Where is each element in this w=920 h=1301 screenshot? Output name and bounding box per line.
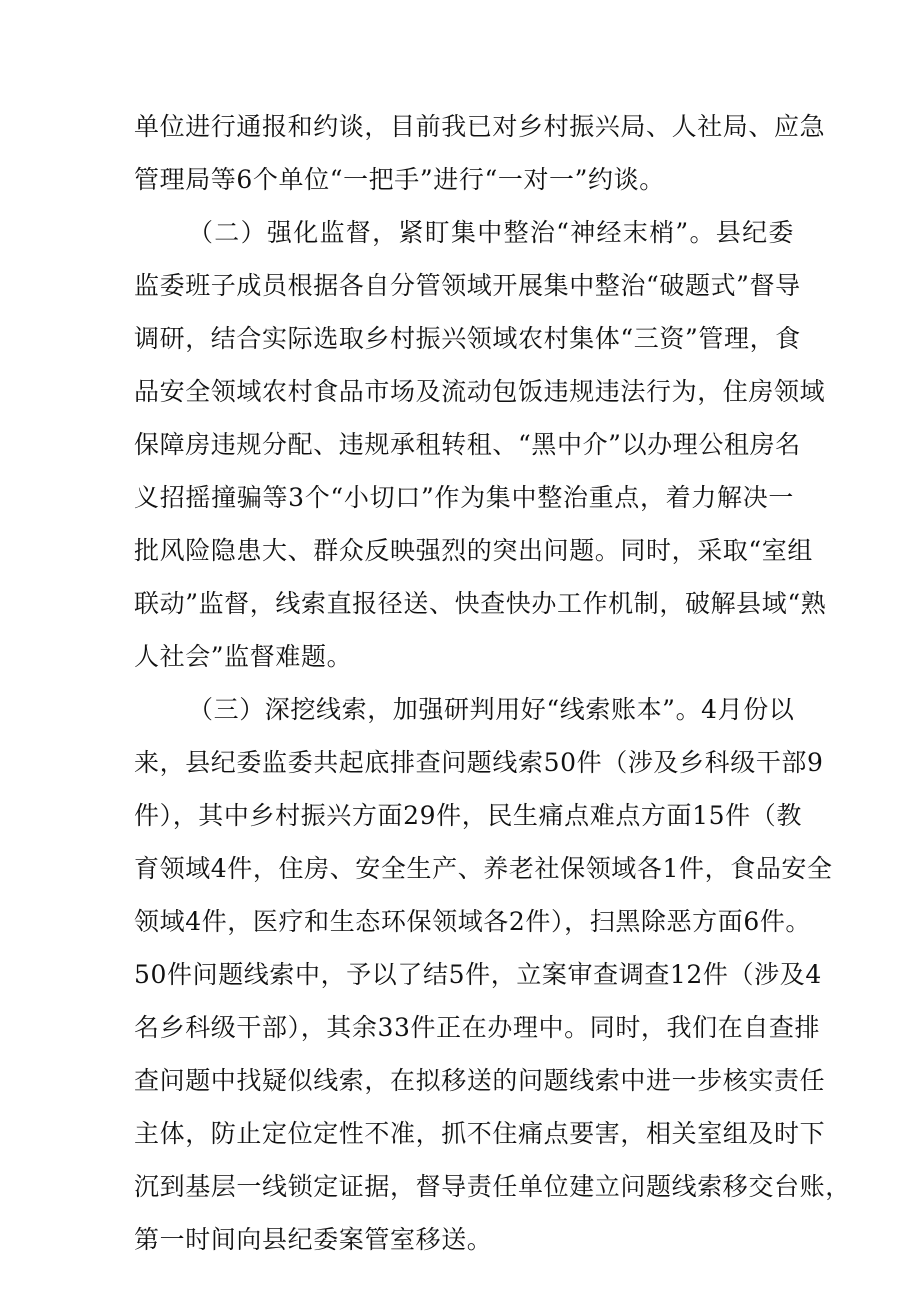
text-line-16: 领域4件，医疗和生态环保领域各2件），扫黑除恶方面6件。 bbox=[134, 907, 812, 936]
text-line-4: 监委班子成员根据各自分管领域开展集中整治“破题式”督导 bbox=[134, 271, 801, 300]
text-line-22: 第一时间向县纪委案管室移送。 bbox=[134, 1225, 493, 1254]
text-line-15: 育领域4件，住房、安全生产、养老社保领域各1件，食品安全 bbox=[134, 854, 833, 883]
text-line-18: 名乡科级干部），其余33件正在办理中。同时，我们在自查排 bbox=[134, 1013, 821, 1042]
text-line-17: 50件问题线索中，予以了结5件，立案审查调查12件（涉及4 bbox=[134, 960, 822, 989]
text-line-11: 人社会”监督难题。 bbox=[134, 642, 353, 671]
text-line-6: 品安全领域农村食品市场及流动包饭违规违法行为，住房领域 bbox=[134, 377, 826, 406]
text-line-10: 联动”监督，线索直报径送、快查快办工作机制，破解县域“熟 bbox=[134, 589, 827, 618]
text-line-13: 来，县纪委监委共起底排查问题线索50件（涉及乡科级干部9 bbox=[134, 748, 824, 777]
text-line-2: 管理局等6个单位“一把手”进行“一对一”约谈。 bbox=[134, 165, 665, 194]
text-line-9: 批风险隐患大、群众反映强烈的突出问题。同时，采取“室组 bbox=[134, 536, 813, 565]
text-line-14: 件），其中乡村振兴方面29件，民生痛点难点方面15件（教 bbox=[134, 801, 802, 830]
text-line-12: （三）深挖线索，加强研判用好“线索账本”。4月份以 bbox=[188, 695, 795, 724]
text-line-1: 单位进行通报和约谈，目前我已对乡村振兴局、人社局、应急 bbox=[134, 112, 826, 141]
text-line-21: 沉到基层一线锁定证据，督导责任单位建立问题线索移交台账， bbox=[134, 1172, 851, 1201]
text-line-5: 调研，结合实际选取乡村振兴领域农村集体“三资”管理，食 bbox=[134, 324, 801, 353]
text-line-19: 查问题中找疑似线索，在拟移送的问题线索中进一步核实责任 bbox=[134, 1066, 826, 1095]
text-line-20: 主体，防止定位定性不准，抓不住痛点要害，相关室组及时下 bbox=[134, 1119, 826, 1148]
text-line-8: 义招摇撞骗等3个“小切口”作为集中整治重点，着力解决一 bbox=[134, 483, 794, 512]
text-line-3: （二）强化监督，紧盯集中整治“神经末梢”。县纪委 bbox=[188, 218, 794, 247]
text-line-7: 保障房违规分配、违规承租转租、“黑中介”以办理公租房名 bbox=[134, 430, 801, 459]
